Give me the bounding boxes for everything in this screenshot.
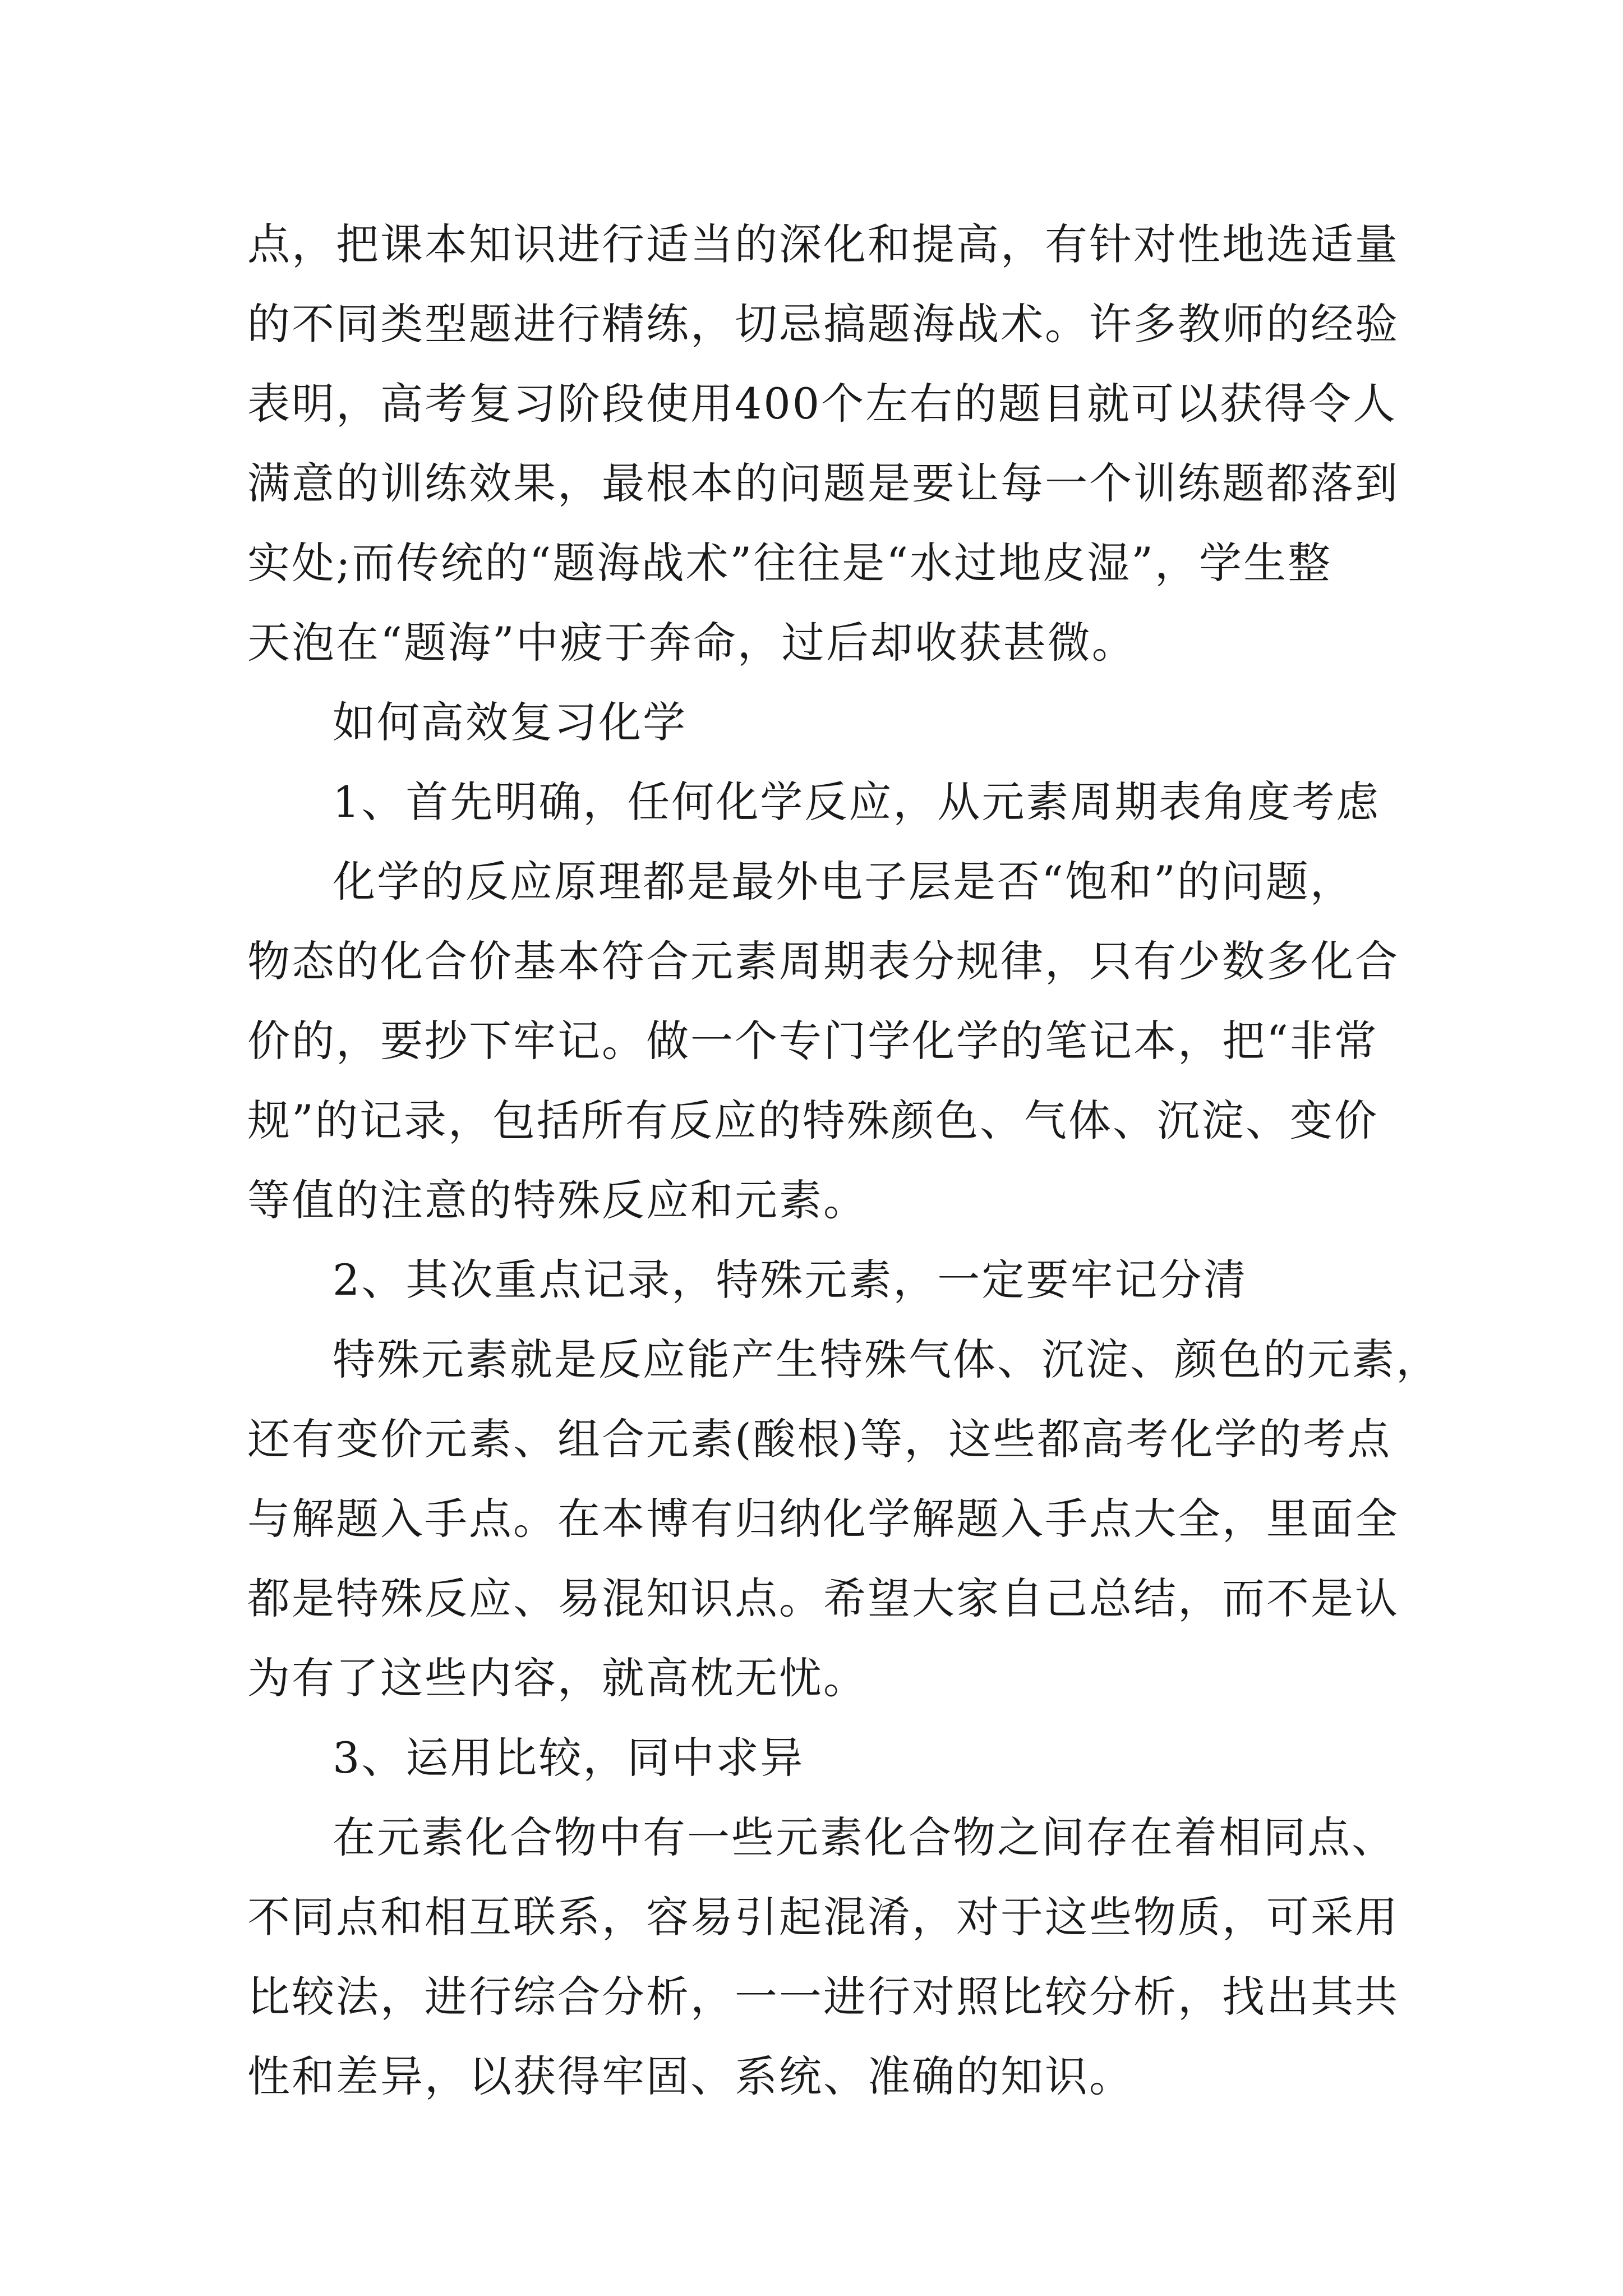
text-line: 满意的训练效果，最根本的问题是要让每一个训练题都落到 bbox=[247, 458, 1399, 508]
text-line: 3、运用比较，同中求异 bbox=[333, 1733, 805, 1783]
text-line: 物态的化合价基本符合元素周期表分规律，只有少数多化合 bbox=[247, 936, 1399, 986]
text-line: 1、首先明确，任何化学反应，从元素周期表角度考虑 bbox=[333, 777, 1381, 827]
text-line: 表明，高考复习阶段使用400个左右的题目就可以获得令人 bbox=[247, 379, 1398, 429]
text-line: 在元素化合物中有一些元素化合物之间存在着相同点、 bbox=[333, 1812, 1396, 1862]
body-text bbox=[247, 205, 1440, 2116]
text-line: 等值的注意的特殊反应和元素。 bbox=[247, 1175, 868, 1225]
text-line: 点，把课本知识进行适当的深化和提高，有针对性地选适量 bbox=[247, 219, 1399, 269]
text-line: 天泡在“题海”中疲于奔命，过后却收获甚微。 bbox=[247, 618, 1136, 668]
text-line: 与解题入手点。在本博有归纳化学解题入手点大全，里面全 bbox=[247, 1494, 1399, 1544]
text-line: 如何高效复习化学 bbox=[333, 697, 687, 747]
text-line: 性和差异，以获得牢固、系统、准确的知识。 bbox=[247, 2051, 1133, 2101]
text-line: 为有了这些内容，就高枕无忧。 bbox=[247, 1653, 868, 1703]
text-line: 的不同类型题进行精练，切忌搞题海战术。许多教师的经验 bbox=[247, 299, 1399, 349]
text-line: 特殊元素就是反应能产生特殊气体、沉淀、颜色的元素， bbox=[333, 1335, 1440, 1384]
text-line: 都是特殊反应、易混知识点。希望大家自己总结，而不是认 bbox=[247, 1573, 1399, 1623]
text-line: 还有变价元素、组合元素(酸根)等，这些都高考化学的考点 bbox=[247, 1414, 1392, 1464]
text-line: 实处;而传统的“题海战术”往往是“水过地皮湿”，学生整 bbox=[247, 538, 1332, 588]
text-line: 2、其次重点记录，特殊元素，一定要牢记分清 bbox=[333, 1255, 1248, 1305]
text-line: 规”的记录，包括所有反应的特殊颜色、气体、沉淀、变价 bbox=[247, 1096, 1378, 1145]
text-line: 比较法，进行综合分析，一一进行对照比较分析，找出其共 bbox=[247, 1972, 1399, 2022]
text-line: 化学的反应原理都是最外电子层是否“饱和”的问题， bbox=[333, 857, 1354, 907]
text-line: 不同点和相互联系，容易引起混淆，对于这些物质，可采用 bbox=[247, 1892, 1399, 1942]
text-line: 价的，要抄下牢记。做一个专门学化学的笔记本，把“非常 bbox=[247, 1016, 1378, 1066]
